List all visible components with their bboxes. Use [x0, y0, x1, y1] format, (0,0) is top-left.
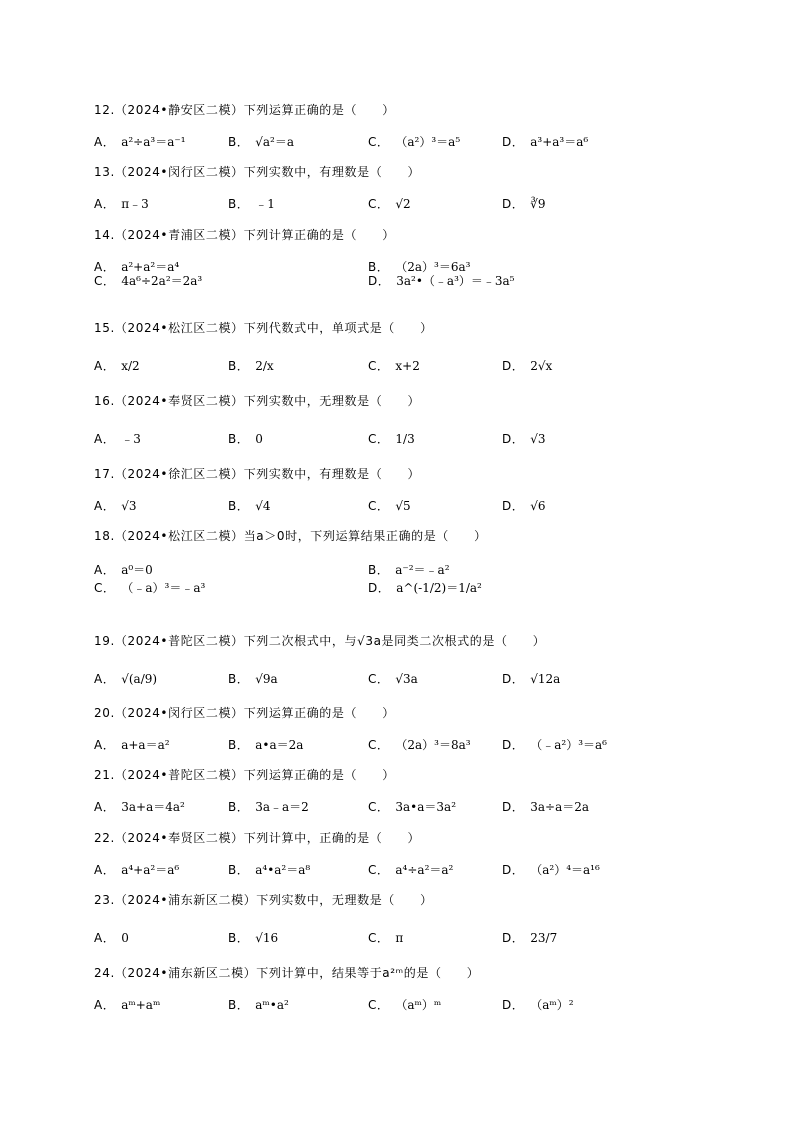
option-b	[228, 671, 278, 687]
option-label: D．	[502, 359, 525, 373]
option-expression: √3	[121, 499, 137, 513]
question-stem: 13.（2024•闵行区二模）下列实数中，有理数是（ ）	[94, 165, 421, 179]
option-expression: ﹣1	[255, 197, 275, 211]
option-expression: √12a	[530, 672, 561, 686]
option-label: B．	[228, 998, 250, 1012]
option-label: A．	[94, 260, 116, 274]
option-d	[502, 862, 600, 878]
option-expression: ﹣3	[121, 432, 141, 446]
option-expression: √2	[395, 197, 411, 211]
option-c	[94, 273, 202, 289]
option-expression: √6	[530, 499, 546, 513]
option-expression: 3a﹣a＝2	[255, 800, 309, 814]
option-label: B．	[228, 135, 250, 149]
option-expression: aᵐ+aᵐ	[121, 998, 161, 1012]
option-label: C．	[368, 672, 390, 686]
option-expression: √a²＝a	[255, 135, 295, 149]
option-expression: 4a⁶÷2a²＝2a³	[121, 274, 203, 288]
option-expression: a²+a²＝a⁴	[121, 260, 180, 274]
option-a	[94, 196, 149, 212]
option-d	[502, 134, 588, 150]
question-stem: 12.（2024•静安区二模）下列运算正确的是（ ）	[94, 103, 395, 117]
option-label: A．	[94, 998, 116, 1012]
option-expression: aᵐ•a²	[255, 998, 289, 1012]
option-expression: a⁴÷a²＝a²	[395, 863, 454, 877]
option-label: B．	[228, 863, 250, 877]
option-label: A．	[94, 672, 116, 686]
question-stem: 21.（2024•普陀区二模）下列运算正确的是（ ）	[94, 768, 395, 782]
option-c	[368, 431, 415, 447]
question-12	[94, 102, 774, 149]
option-label: C．	[368, 432, 390, 446]
option-c	[368, 737, 471, 753]
option-b	[228, 134, 294, 150]
option-label: B．	[228, 672, 250, 686]
option-label: C．	[368, 359, 390, 373]
option-expression: a³+a³＝a⁶	[530, 135, 589, 149]
question-stem: 18.（2024•松江区二模）当a＞0时，下列运算结果正确的是（ ）	[94, 529, 487, 543]
option-label: C．	[368, 499, 390, 513]
option-c	[368, 930, 403, 946]
option-a	[94, 862, 179, 878]
option-c	[368, 358, 420, 374]
option-expression: x/2	[121, 359, 140, 373]
option-label: D．	[502, 863, 525, 877]
option-expression: a²÷a³＝a⁻¹	[121, 135, 186, 149]
option-label: A．	[94, 800, 116, 814]
option-label: B．	[228, 931, 250, 945]
option-a	[94, 498, 137, 514]
option-a	[94, 134, 186, 150]
option-expression: （aᵐ）ᵐ	[395, 998, 442, 1012]
option-b	[228, 498, 271, 514]
option-c	[368, 134, 460, 150]
option-expression: （2a）³＝6a³	[395, 260, 471, 274]
option-d	[368, 580, 482, 596]
option-expression: （a²）³＝a⁵	[395, 135, 461, 149]
option-c	[94, 580, 205, 596]
question-stem: 14.（2024•青浦区二模）下列计算正确的是（ ）	[94, 228, 395, 242]
option-c	[368, 997, 441, 1013]
option-a	[94, 737, 170, 753]
option-expression: π﹣3	[121, 197, 149, 211]
question-21	[94, 767, 774, 814]
option-b	[228, 862, 310, 878]
option-label: C．	[368, 931, 390, 945]
option-label: A．	[94, 738, 116, 752]
option-label: C．	[368, 135, 390, 149]
option-label: D．	[502, 738, 525, 752]
option-d	[502, 799, 589, 815]
option-d	[502, 196, 546, 212]
question-stem: 20.（2024•闵行区二模）下列运算正确的是（ ）	[94, 706, 395, 720]
option-expression: （﹣a²）³＝a⁶	[530, 738, 607, 752]
option-label: D．	[502, 998, 525, 1012]
option-label: D．	[502, 672, 525, 686]
option-b	[368, 562, 450, 578]
option-expression: （aᵐ）²	[530, 998, 574, 1012]
option-label: D．	[502, 135, 525, 149]
option-a	[94, 431, 141, 447]
option-label: B．	[228, 499, 250, 513]
option-label: B．	[228, 197, 250, 211]
option-label: A．	[94, 359, 116, 373]
option-d	[502, 671, 560, 687]
option-label: C．	[368, 863, 390, 877]
option-expression: a⁴+a²＝a⁶	[121, 863, 180, 877]
option-expression: 0	[121, 931, 129, 945]
option-a	[94, 358, 140, 374]
option-expression: a^(-1/2)＝1/a²	[396, 581, 482, 595]
question-14	[94, 227, 774, 288]
option-b	[228, 930, 278, 946]
question-18	[94, 528, 774, 595]
option-expression: （2a）³＝8a³	[395, 738, 471, 752]
option-expression: a⁰＝0	[121, 563, 153, 577]
option-a	[94, 997, 160, 1013]
option-d	[502, 930, 557, 946]
option-label: A．	[94, 135, 116, 149]
option-b	[228, 737, 303, 753]
option-expression: 3a+a＝4a²	[121, 800, 185, 814]
option-expression: ∛9	[530, 197, 546, 211]
option-expression: a⁴•a²＝a⁸	[255, 863, 311, 877]
option-label: C．	[368, 197, 390, 211]
option-label: C．	[94, 581, 116, 595]
question-17	[94, 466, 774, 513]
question-stem: 15.（2024•松江区二模）下列代数式中，单项式是（ ）	[94, 321, 433, 335]
option-expression: 3a÷a＝2a	[530, 800, 590, 814]
option-label: D．	[502, 499, 525, 513]
option-b	[228, 358, 274, 374]
option-label: A．	[94, 863, 116, 877]
option-label: A．	[94, 931, 116, 945]
option-a	[94, 930, 129, 946]
option-expression: a⁻²＝﹣a²	[395, 563, 450, 577]
option-d	[502, 498, 546, 514]
option-label: D．	[502, 931, 525, 945]
option-label: D．	[502, 800, 525, 814]
option-expression: 3a²•（﹣a³）＝﹣3a⁵	[396, 274, 515, 288]
option-d	[502, 431, 546, 447]
option-label: C．	[368, 800, 390, 814]
option-a	[94, 671, 157, 687]
option-b	[228, 431, 263, 447]
option-c	[368, 671, 418, 687]
option-label: A．	[94, 563, 116, 577]
option-label: B．	[368, 260, 390, 274]
option-expression: 0	[255, 432, 263, 446]
option-label: A．	[94, 499, 116, 513]
option-label: B．	[228, 432, 250, 446]
question-stem: 22.（2024•奉贤区二模）下列计算中，正确的是（ ）	[94, 831, 421, 845]
question-20	[94, 705, 774, 752]
question-stem: 17.（2024•徐汇区二模）下列实数中，有理数是（ ）	[94, 467, 421, 481]
option-expression: √16	[255, 931, 279, 945]
option-a	[94, 562, 153, 578]
option-expression: （﹣a）³＝﹣a³	[121, 581, 206, 595]
option-c	[368, 196, 411, 212]
option-expression: 1/3	[395, 432, 415, 446]
question-24	[94, 965, 774, 1012]
option-a	[94, 799, 185, 815]
option-label: A．	[94, 432, 116, 446]
option-expression: （a²）⁴＝a¹⁶	[530, 863, 600, 877]
option-expression: √4	[255, 499, 271, 513]
question-stem: 19.（2024•普陀区二模）下列二次根式中，与√3a是同类二次根式的是（ ）	[94, 634, 546, 648]
option-expression: √5	[395, 499, 411, 513]
option-expression: √(a/9)	[121, 672, 158, 686]
option-expression: √3a	[395, 672, 418, 686]
option-c	[368, 862, 453, 878]
option-b	[228, 997, 289, 1013]
option-label: B．	[228, 738, 250, 752]
option-label: C．	[368, 738, 390, 752]
option-expression: x+2	[395, 359, 420, 373]
option-label: B．	[368, 563, 390, 577]
option-expression: √3	[530, 432, 546, 446]
option-expression: π	[395, 931, 404, 945]
option-c	[368, 498, 411, 514]
option-expression: a+a＝a²	[121, 738, 170, 752]
option-label: D．	[368, 581, 391, 595]
option-expression: 23/7	[530, 931, 558, 945]
option-label: B．	[228, 800, 250, 814]
option-label: A．	[94, 197, 116, 211]
option-label: D．	[368, 274, 391, 288]
option-label: D．	[502, 432, 525, 446]
option-d	[368, 273, 515, 289]
option-expression: 2√x	[530, 359, 553, 373]
question-22	[94, 830, 774, 877]
option-b	[228, 799, 309, 815]
option-label: D．	[502, 197, 525, 211]
option-c	[368, 799, 456, 815]
option-expression: √9a	[255, 672, 278, 686]
question-stem: 16.（2024•奉贤区二模）下列实数中，无理数是（ ）	[94, 394, 421, 408]
question-16	[94, 393, 774, 446]
option-expression: 2/x	[255, 359, 274, 373]
question-19	[94, 633, 774, 686]
question-stem: 24.（2024•浦东新区二模）下列计算中，结果等于a²ᵐ的是（ ）	[94, 966, 480, 980]
option-expression: a•a＝2a	[255, 738, 304, 752]
question-stem: 23.（2024•浦东新区二模）下列实数中，无理数是（ ）	[94, 893, 433, 907]
option-d	[502, 997, 574, 1013]
question-23	[94, 892, 774, 945]
question-15	[94, 320, 774, 373]
option-expression: 3a•a＝3a²	[395, 800, 457, 814]
option-label: B．	[228, 359, 250, 373]
option-d	[502, 358, 552, 374]
option-b	[228, 196, 275, 212]
question-13	[94, 164, 774, 211]
option-d	[502, 737, 607, 753]
option-label: C．	[94, 274, 116, 288]
option-label: C．	[368, 998, 390, 1012]
